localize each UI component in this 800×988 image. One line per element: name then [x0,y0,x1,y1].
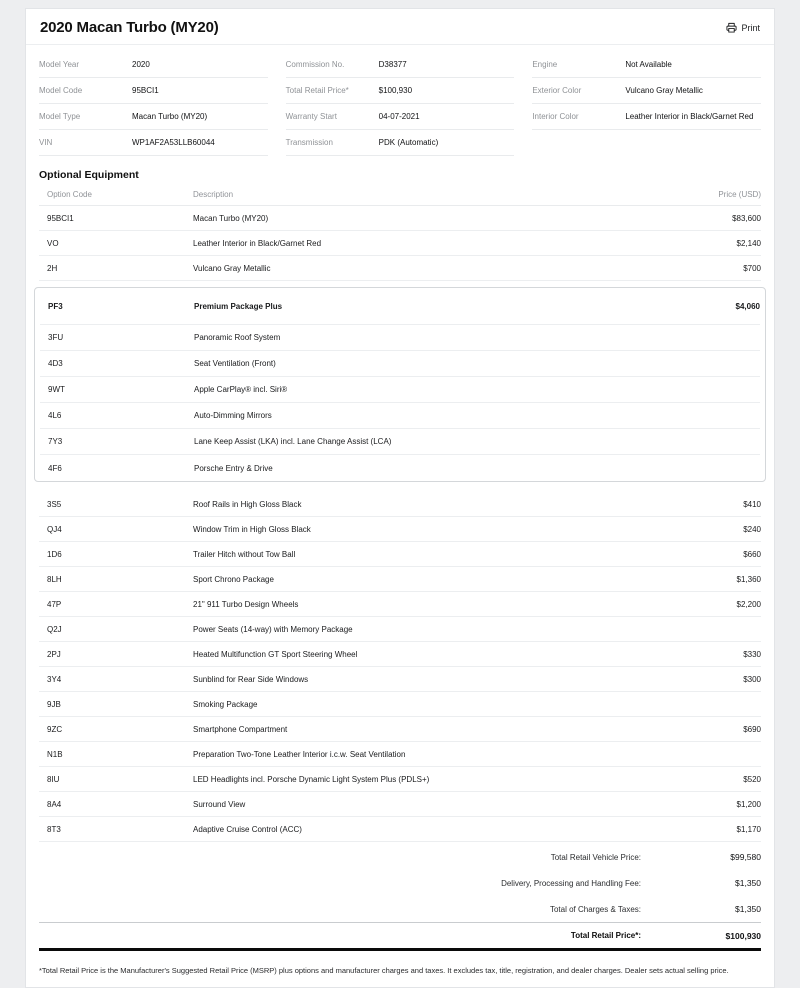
option-description: Roof Rails in High Gloss Black [193,499,302,509]
field-label: VIN [39,138,53,147]
equipment-row [39,231,761,256]
equipment-row [40,403,760,429]
vehicle-info-column-1 [39,52,268,156]
vehicle-info-field [532,78,761,104]
option-description: Seat Ventilation (Front) [194,359,276,368]
option-code-column-header: Option Code [47,189,92,199]
equipment-row [39,717,761,742]
option-code: 9ZC [47,724,63,734]
option-description: Adaptive Cruise Control (ACC) [193,824,302,834]
option-price: $410 [743,499,761,509]
option-code: 2PJ [47,649,61,659]
description-column-header: Description [193,189,234,199]
equipment-row [40,455,760,481]
vehicle-info-field [39,78,268,104]
print-button[interactable] [726,22,760,33]
option-price: $2,200 [736,599,761,609]
vehicle-info-grid [26,45,774,156]
vehicle-info-field [532,52,761,78]
option-description: Smartphone Compartment [193,724,288,734]
equipment-row [39,492,761,517]
option-description: Porsche Entry & Drive [194,463,273,473]
option-code: Q2J [47,624,62,634]
vehicle-info-field [286,104,515,130]
field-label: Model Code [39,86,83,95]
equipment-table-header [39,183,761,206]
package-group-box [34,287,766,482]
equipment-row [39,692,761,717]
vehicle-info-field [39,130,268,156]
option-code: 8A4 [47,799,62,809]
field-value: Leather Interior in Black/Garnet Red [625,112,754,121]
option-price: $4,060 [735,301,760,311]
vehicle-info-field [39,52,268,78]
option-description: Preparation Two-Tone Leather Interior i.c.w. Seat Ventilation [193,749,406,759]
option-price: $1,200 [736,799,761,809]
equipment-row [40,377,760,403]
equipment-row [39,642,761,667]
printer-icon [726,22,737,33]
option-price: $83,600 [732,213,761,223]
option-price: $520 [743,774,761,784]
equipment-row [39,817,761,842]
option-code: 4F6 [48,463,62,473]
option-code: 8LH [47,574,62,584]
option-description: Heated Multifunction GT Sport Steering Wheel [193,649,358,659]
equipment-row [39,567,761,592]
footnote: *Total Retail Price is the Manufacturer's Suggested Retail Price (MSRP) plus options and manufacturer charges and taxes. It excludes tax, title, registration, and dealer charges. Dealer sets actual selling price. [39,966,729,975]
field-value: 04-07-2021 [378,112,420,121]
option-code: 95BCI1 [47,213,74,223]
option-price: $240 [743,524,761,534]
total-label: Total Retail Vehicle Price: [550,852,641,862]
option-description: Leather Interior in Black/Garnet Red [193,238,322,248]
field-value: PDK (Automatic) [378,138,439,147]
option-code: 4D3 [48,359,63,368]
option-description: Trailer Hitch without Tow Ball [193,549,296,559]
equipment-row [39,742,761,767]
option-code: 9WT [48,385,65,394]
equipment-row [40,429,760,455]
equipment-rows-top [39,206,761,281]
option-code: 9JB [47,699,61,709]
equipment-row [40,351,760,377]
vehicle-info-column-2 [286,52,515,156]
field-value: $100,930 [378,86,413,95]
vehicle-info-field [39,104,268,130]
option-price: $690 [743,724,761,734]
option-code: 4L6 [48,411,62,420]
optional-equipment-title: Optional Equipment [39,169,139,181]
field-value: 2020 [132,60,150,69]
total-row [39,844,761,870]
option-price: $300 [743,674,761,684]
field-value: WP1AF2A53LLB60044 [132,138,215,147]
option-description: Panoramic Roof System [194,333,281,342]
option-description: 21" 911 Turbo Design Wheels [193,599,299,609]
option-code: 2H [47,263,58,273]
field-value: D38377 [378,60,407,69]
equipment-row [39,256,761,281]
total-value: $1,350 [735,904,761,914]
option-description: Power Seats (14-way) with Memory Package [193,624,353,634]
field-label: Engine [532,60,558,69]
vehicle-info-field [286,130,515,156]
option-description: Lane Keep Assist (LKA) incl. Lane Change Assist (LCA) [194,437,392,446]
field-label: Total Retail Price* [285,86,349,95]
option-code: 7Y3 [48,437,63,446]
total-row [39,870,761,896]
option-price: $660 [743,549,761,559]
option-code: VO [47,238,59,248]
option-description: Premium Package Plus [194,301,283,311]
option-code: 3FU [48,333,64,342]
option-description: Vulcano Gray Metallic [193,263,271,273]
option-price: $2,140 [736,238,761,248]
field-value: Vulcano Gray Metallic [625,86,703,95]
option-price: $330 [743,649,761,659]
field-label: Commission No. [285,60,345,69]
option-description: Sunblind for Rear Side Windows [193,674,309,684]
print-button-label: Print [741,22,760,33]
equipment-row [39,617,761,642]
vehicle-info-column-3 [532,52,761,130]
equipment-row [39,767,761,792]
option-code: QJ4 [47,524,62,534]
equipment-row [39,592,761,617]
equipment-table [26,183,774,842]
field-value: Not Available [625,60,672,69]
option-code: 47P [47,599,62,609]
option-code: PF3 [48,301,63,311]
total-value: $99,580 [730,852,761,862]
option-description: Auto-Dimming Mirrors [194,411,272,420]
option-code: 3S5 [47,499,62,509]
total-value: $100,930 [725,930,761,941]
total-row [39,896,761,922]
option-description: Apple CarPlay® incl. Siri® [194,385,288,394]
equipment-row [39,792,761,817]
field-label: Warranty Start [285,112,337,121]
vehicle-info-field [532,104,761,130]
equipment-row [40,325,760,351]
field-value: 95BCI1 [132,86,159,95]
field-label: Model Type [39,112,81,121]
option-code: 8IU [47,774,60,784]
field-label: Transmission [285,138,333,147]
equipment-rows-bottom [39,492,761,842]
total-label: Delivery, Processing and Handling Fee: [501,878,641,888]
option-description: Sport Chrono Package [193,574,274,584]
option-price: $700 [743,263,761,273]
price-column-header: Price (USD) [718,189,761,199]
total-label: Total of Charges & Taxes: [549,904,641,914]
card-header [26,9,774,45]
option-code: N1B [47,749,63,759]
option-code: 8T3 [47,824,61,834]
option-description: Smoking Package [193,699,258,709]
field-label: Interior Color [532,112,579,121]
field-label: Exterior Color [532,86,582,95]
total-value: $1,350 [735,878,761,888]
vehicle-info-field [286,52,515,78]
equipment-row [39,667,761,692]
option-description: Window Trim in High Gloss Black [193,524,311,534]
option-description: Macan Turbo (MY20) [193,213,269,223]
option-code: 1D6 [47,549,62,559]
equipment-row [39,542,761,567]
total-row [39,922,761,951]
vehicle-summary-card [25,8,775,988]
equipment-row [40,288,760,325]
vehicle-info-field [286,78,515,104]
field-label: Model Year [39,60,80,69]
equipment-row [39,206,761,231]
option-description: Surround View [193,799,246,809]
equipment-row [39,517,761,542]
option-price: $1,170 [736,824,761,834]
page-title: 2020 Macan Turbo (MY20) [40,19,219,36]
option-code: 3Y4 [47,674,62,684]
field-value: Macan Turbo (MY20) [132,112,208,121]
option-price: $1,360 [736,574,761,584]
totals [26,844,774,951]
total-label: Total Retail Price*: [570,931,641,940]
option-description: LED Headlights incl. Porsche Dynamic Light System Plus (PDLS+) [193,774,430,784]
